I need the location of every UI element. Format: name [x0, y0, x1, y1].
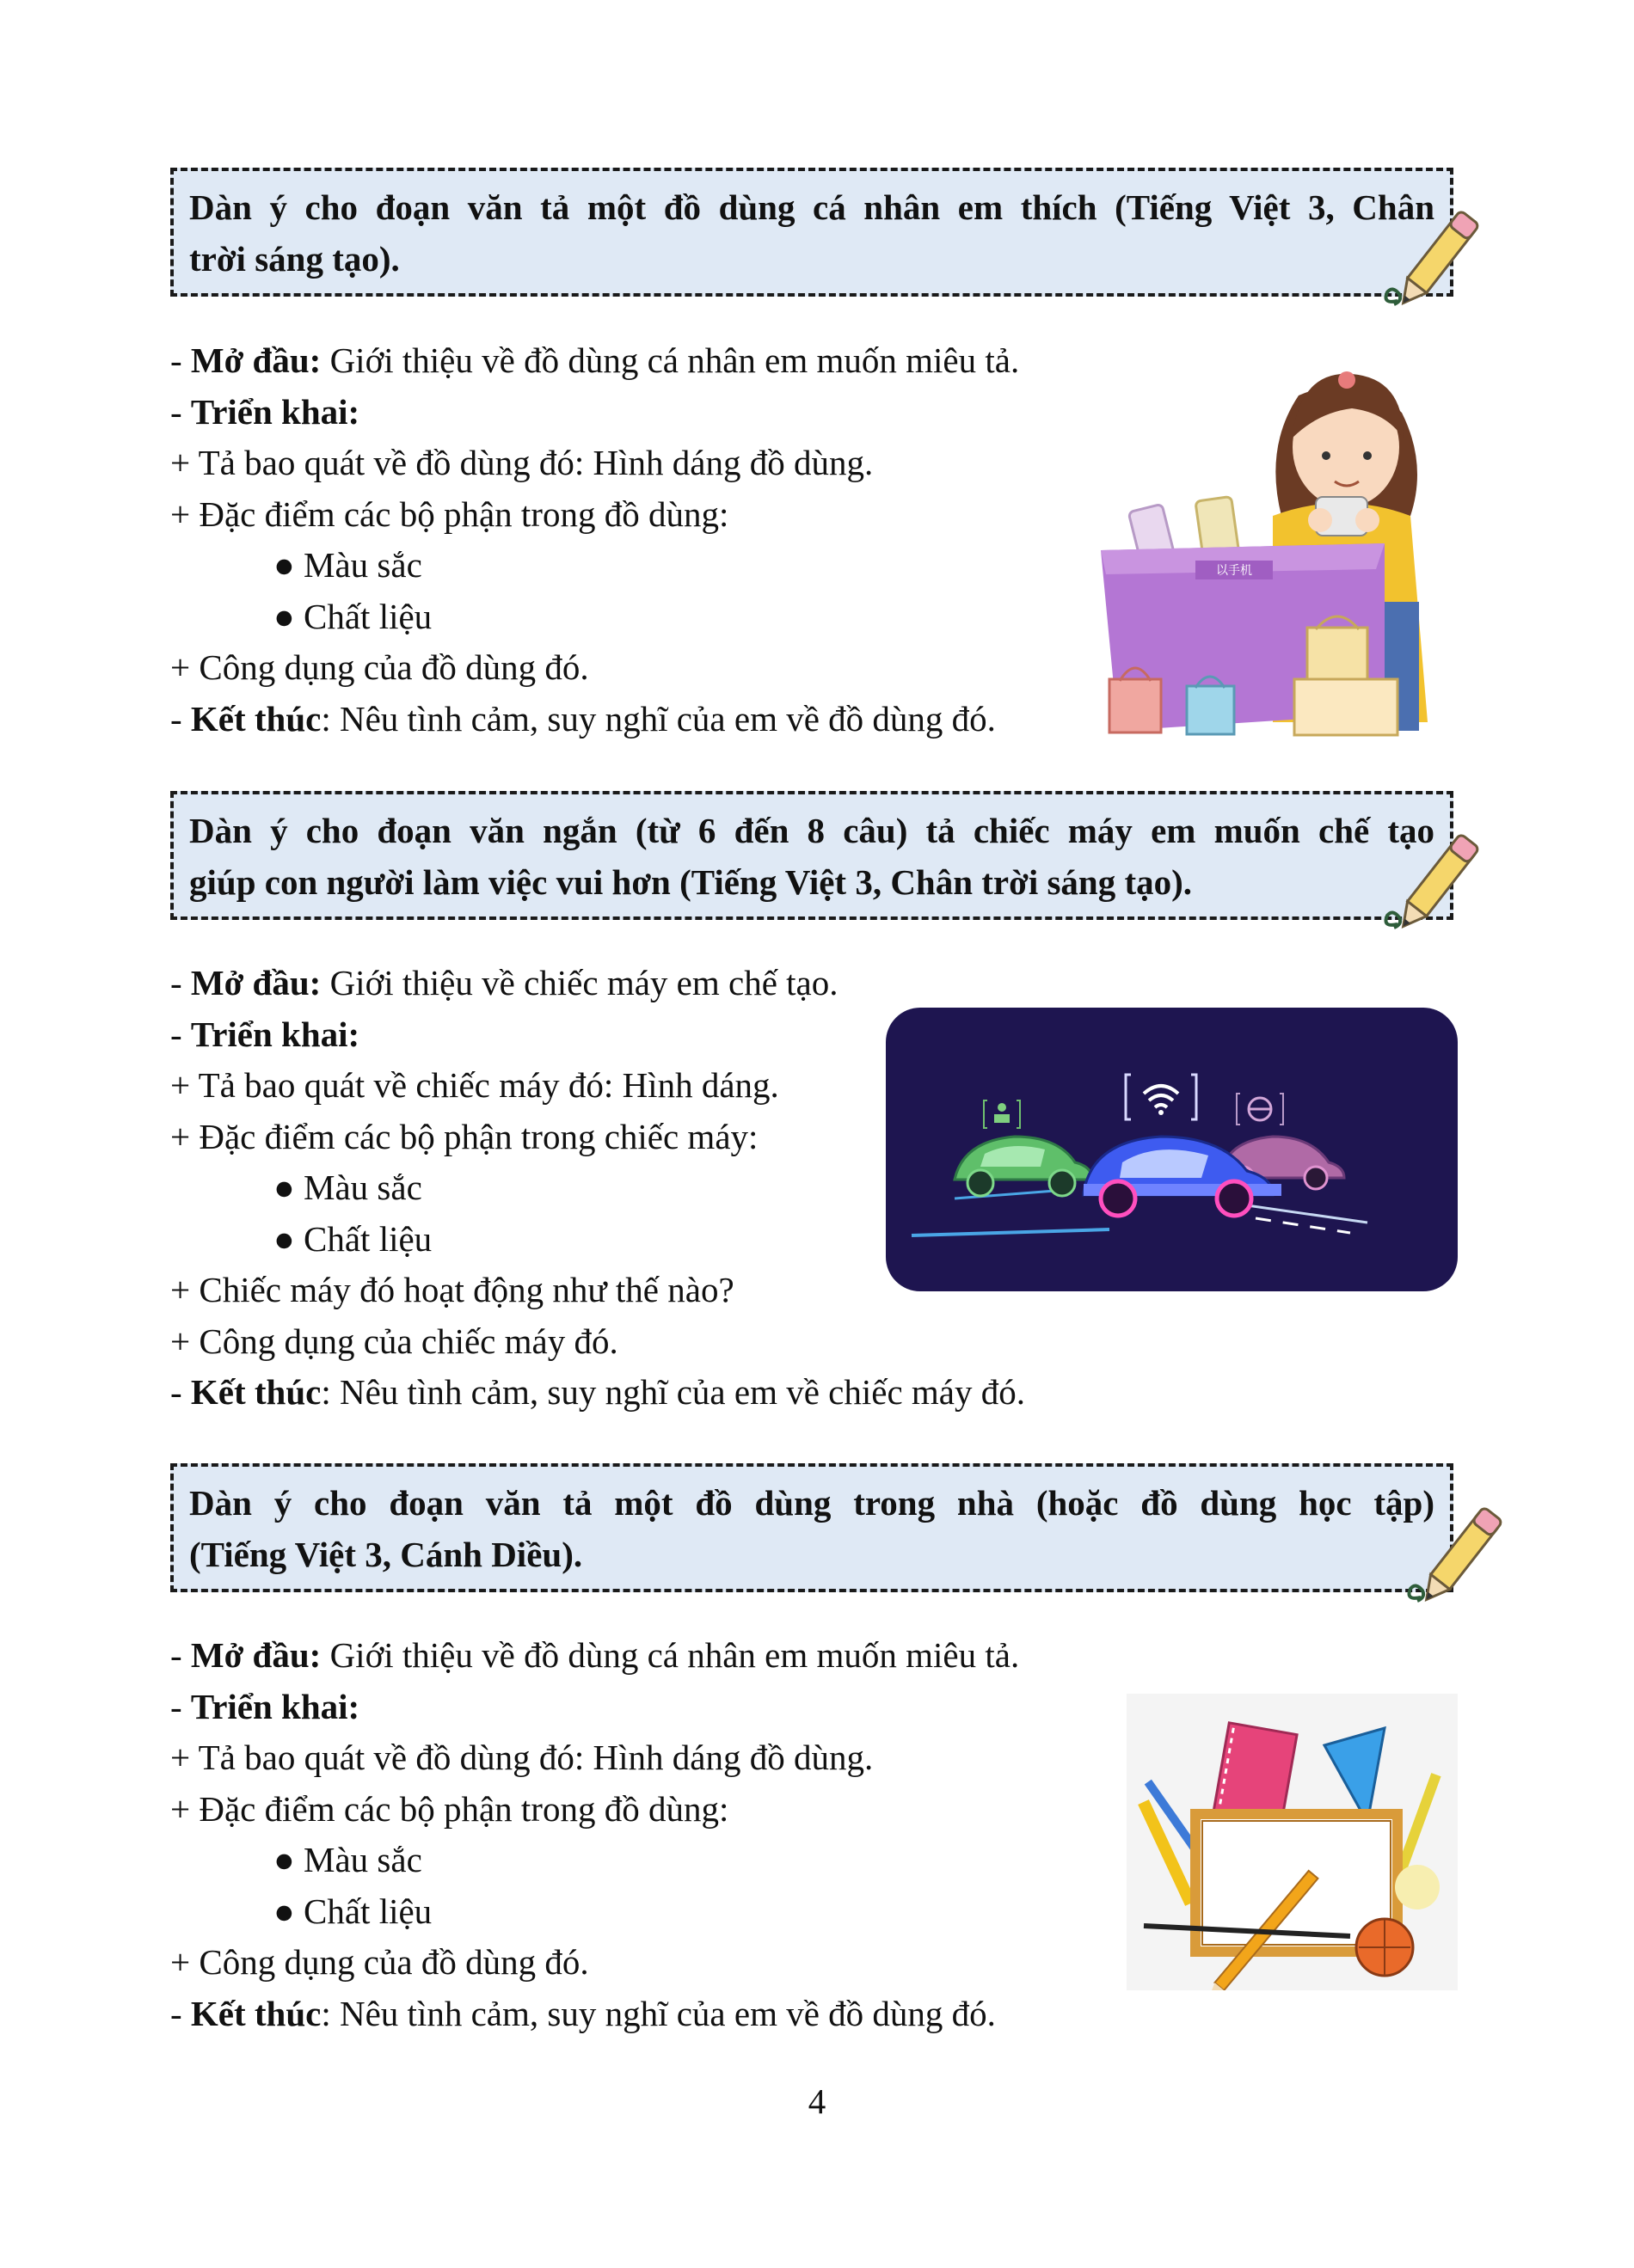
- section-2-item: - Kết thúc: Nêu tình cảm, suy nghĩ của em về chiếc máy đó.: [170, 1372, 1025, 1412]
- pencil-icon: [1372, 830, 1501, 941]
- school-supplies-illustration: [1127, 1694, 1458, 1990]
- section-3-item: + Công dụng của đồ dùng đó.: [170, 1942, 589, 1982]
- section-1-title-line-1: Dàn ý cho đoạn văn tả một đồ dùng cá nhân em thích (Tiếng Việt 3, Chân: [189, 187, 1434, 227]
- section-1-outline: [170, 335, 1019, 745]
- section-3-item: - Mở đầu: Giới thiệu về đồ dùng cá nhân em muốn miêu tả.: [170, 1635, 1020, 1675]
- section-1-item: + Tả bao quát về đồ dùng đó: Hình dáng đồ dùng.: [170, 443, 874, 482]
- section-2-title-line-2: giúp con người làm việc vui hơn (Tiếng Việt 3, Chân trời sáng tạo).: [189, 862, 1193, 902]
- section-1-item: - Mở đầu: Giới thiệu về đồ dùng cá nhân em muốn miêu tả.: [170, 340, 1020, 380]
- section-2-title-line-1: Dàn ý cho đoạn văn ngắn (từ 6 đến 8 câu) tả chiếc máy em muốn chế tạo: [189, 811, 1434, 850]
- section-1-item: - Triển khai:: [170, 391, 360, 432]
- section-1-item: + Đặc điểm các bộ phận trong đồ dùng:: [170, 493, 729, 534]
- section-2-bullet: ● Màu sắc: [273, 1168, 422, 1207]
- section-2-item: + Chiếc máy đó hoạt động như thế nào?: [170, 1270, 734, 1309]
- section-3-bullet: ● Màu sắc: [273, 1840, 422, 1879]
- section-1-bullet: ● Chất liệu: [273, 596, 433, 636]
- section-1-item: + Công dụng của đồ dùng đó.: [170, 647, 589, 687]
- section-2-item: + Công dụng của chiếc máy đó.: [170, 1321, 618, 1361]
- section-3-title-box: [170, 1463, 1453, 1592]
- page-number: 4: [808, 2081, 826, 2121]
- section-1-title-box: [170, 168, 1453, 297]
- section-2-item: - Triển khai:: [170, 1014, 360, 1054]
- section-3-item: + Tả bao quát về đồ dùng đó: Hình dáng đồ dùng.: [170, 1738, 874, 1777]
- section-3-title-line-1: Dàn ý cho đoạn văn tả một đồ dùng trong nhà (hoặc đồ dùng học tập): [189, 1483, 1434, 1523]
- stand-sign-text: 以手机: [1216, 564, 1252, 578]
- section-3-bullet: ● Chất liệu: [273, 1891, 433, 1931]
- section-1-bullet: ● Màu sắc: [273, 545, 422, 585]
- section-2-title-box: [170, 791, 1453, 920]
- section-3-title-line-2: (Tiếng Việt 3, Cánh Diều).: [189, 1535, 583, 1574]
- girl-shopping-illustration: [1101, 344, 1445, 739]
- pencil-icon: [1372, 206, 1501, 318]
- section-3-item: - Triển khai:: [170, 1686, 360, 1726]
- futuristic-cars-illustration: [886, 1008, 1458, 1291]
- pencil-icon: [1395, 1503, 1524, 1615]
- section-2-item: + Tả bao quát về chiếc máy đó: Hình dáng.: [170, 1065, 779, 1105]
- section-1-item: - Kết thúc: Nêu tình cảm, suy nghĩ của em về đồ dùng đó.: [170, 698, 996, 739]
- section-2-bullet: ● Chất liệu: [273, 1218, 433, 1259]
- section-3-outline: [170, 1630, 1019, 2039]
- section-3-item: - Kết thúc: Nêu tình cảm, suy nghĩ của em về đồ dùng đó.: [170, 1993, 996, 2033]
- section-3-item: + Đặc điểm các bộ phận trong đồ dùng:: [170, 1788, 729, 1829]
- section-2-item: - Mở đầu: Giới thiệu về chiếc máy em chế tạo.: [170, 963, 838, 1002]
- section-1-title-line-2: trời sáng tạo).: [189, 239, 400, 279]
- section-2-item: + Đặc điểm các bộ phận trong chiếc máy:: [170, 1116, 759, 1156]
